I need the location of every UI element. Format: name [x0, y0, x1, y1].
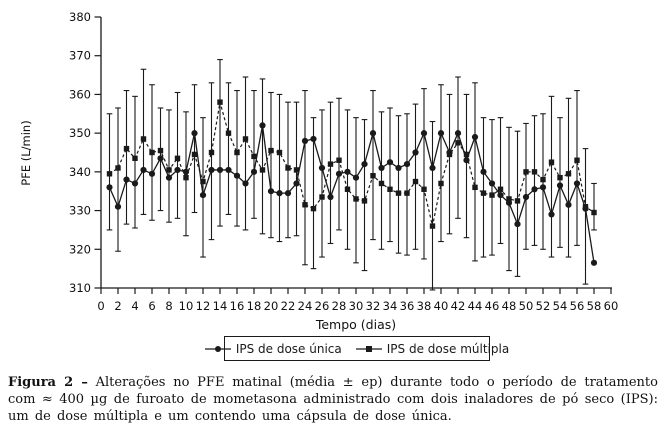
svg-text:380: 380 — [69, 10, 91, 24]
svg-text:340: 340 — [69, 164, 91, 179]
svg-text:2: 2 — [114, 298, 122, 313]
series-dose-unica — [106, 122, 597, 266]
legend-item-dose-unica — [205, 342, 342, 356]
y-axis — [19, 10, 101, 295]
legend-label-dose-unica: IPS de dose única — [235, 341, 342, 356]
svg-text:38: 38 — [416, 298, 432, 313]
y-axis-label: PFE (L/min) — [19, 120, 33, 186]
svg-text:28: 28 — [331, 298, 347, 313]
svg-text:26: 26 — [314, 298, 330, 313]
svg-text:8: 8 — [165, 298, 173, 313]
svg-text:22: 22 — [280, 298, 296, 313]
svg-text:10: 10 — [178, 298, 194, 313]
svg-text:350: 350 — [69, 126, 91, 141]
x-axis — [97, 288, 618, 332]
legend-item-dose-multipla — [356, 342, 509, 356]
chart-legend — [224, 336, 510, 361]
circle-marker-icon — [205, 344, 231, 354]
svg-text:60: 60 — [603, 298, 619, 313]
svg-text:0: 0 — [97, 298, 105, 313]
svg-text:32: 32 — [365, 298, 381, 313]
square-marker-icon — [356, 344, 382, 354]
svg-text:20: 20 — [263, 298, 279, 313]
svg-text:58: 58 — [586, 298, 602, 313]
svg-text:44: 44 — [467, 298, 483, 313]
figure-caption-label: Figura 2 – — [8, 375, 88, 390]
svg-text:52: 52 — [535, 298, 551, 313]
svg-text:16: 16 — [229, 298, 245, 313]
svg-text:40: 40 — [433, 298, 449, 313]
svg-text:24: 24 — [297, 298, 313, 313]
svg-text:18: 18 — [246, 298, 262, 313]
svg-text:320: 320 — [69, 242, 91, 257]
legend-label-dose-multipla: IPS de dose múltipla — [386, 341, 510, 356]
svg-text:330: 330 — [69, 203, 91, 218]
svg-text:36: 36 — [399, 298, 415, 313]
svg-text:46: 46 — [484, 298, 500, 313]
svg-text:360: 360 — [69, 87, 91, 102]
svg-text:310: 310 — [69, 280, 91, 295]
svg-text:30: 30 — [348, 298, 364, 313]
svg-text:370: 370 — [69, 48, 91, 63]
svg-text:6: 6 — [148, 298, 156, 313]
svg-text:50: 50 — [518, 298, 534, 313]
svg-text:34: 34 — [382, 298, 398, 313]
svg-text:48: 48 — [501, 298, 517, 313]
series-dose-multipla — [107, 99, 597, 228]
svg-text:12: 12 — [195, 298, 211, 313]
svg-text:14: 14 — [212, 298, 228, 313]
svg-text:54: 54 — [552, 298, 568, 313]
svg-text:42: 42 — [450, 298, 466, 313]
svg-text:56: 56 — [569, 298, 585, 313]
svg-text:4: 4 — [131, 298, 139, 313]
x-axis-label: Tempo (dias) — [315, 316, 397, 332]
figure-caption — [8, 374, 658, 425]
figure-caption-text: Alterações no PFE matinal (média ± ep) durante todo o período de tratamento com ≈ 400 µg de furoato de mometasona administrado com dois inaladores de pó seco (IPS): um de dose múltipla e um contendo uma cápsula de dose única. — [8, 375, 658, 424]
